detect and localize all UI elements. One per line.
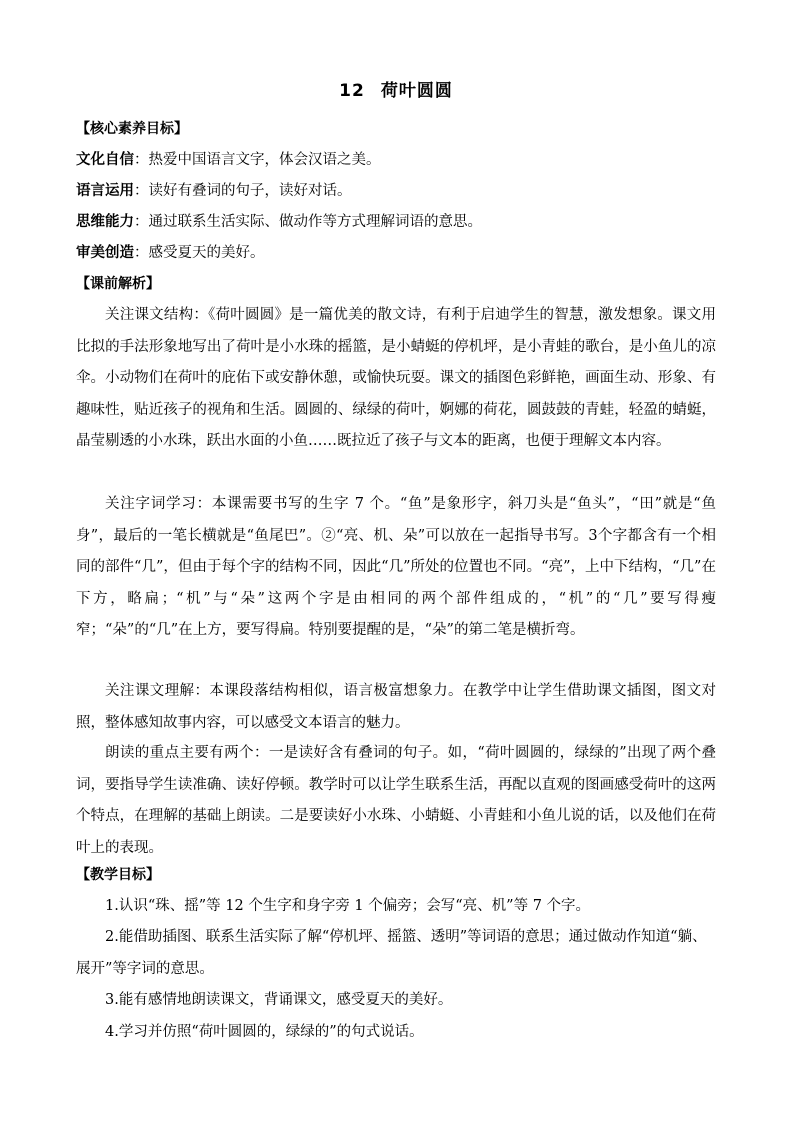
core-goal-text: ：感受夏天的美好。 (134, 245, 265, 261)
core-goal-culture (76, 150, 381, 170)
core-goal-text: ：读好有叠词的句子，读好对话。 (134, 183, 352, 199)
lesson-title (76, 76, 716, 101)
core-goal-label: 语言运用 (76, 183, 134, 199)
objective-item: 1.认识“珠、摇”等 12 个生字和身字旁 1 个偏旁；会写“亮、机”等 7 个字。 (105, 898, 591, 914)
analysis-paragraph-reading: 朗读的重点主要有两个：一是读好含有叠词的句子。如，“荷叶圆圆的，绿绿的”出现了两个叠词，要指导学生读准确、读好停顿。教学时可以让学生联系生活，再配以直观的图画感受荷叶的这两个特点，在理解的基础上朗读。二是要读好小水珠、小蜻蜓、小青蛙和小鱼儿说的话，以及他们在荷叶上的表现。 (76, 745, 716, 856)
lesson-title-text: 荷叶圆圆 (380, 81, 453, 101)
objective-item: 4.学习并仿照“荷叶圆圆的，绿绿的”的句式说话。 (105, 1024, 424, 1040)
analysis-paragraph-words: 关注字词学习：本课需要书写的生字 7 个。“鱼”是象形字，斜刀头是“鱼头”，“田”就是“鱼身”，最后的一笔长横就是“鱼尾巴”。②“亮、机、朵”可以放在一起指导书写。3个字都含有一个相同的部件“几”，但由于每个字的结构不同，因此“几”所处的位置也不同。“亮”，上中下结构，“几”在下方，略扁；“机”与“朵”这两个字是由相同的两个部件组成的，“机”的“几”要写得瘦窄；“朵”的“几”在上方，要写得扁。特别要提醒的是，“朵”的第二笔是横折弯。 (76, 496, 716, 638)
lesson-number: 12 (339, 81, 365, 101)
core-goals-heading: 【核心素养目标】 (76, 121, 188, 137)
core-goal-text: ：通过联系生活实际、做动作等方式理解词语的意思。 (134, 214, 482, 230)
core-goal-label: 文化自信 (76, 152, 134, 168)
core-goal-language (76, 181, 352, 201)
analysis-heading: 【课前解析】 (76, 276, 160, 292)
core-goal-text: ：热爱中国语言文字，体会汉语之美。 (134, 152, 381, 168)
objective-item: 2.能借助插图、联系生活实际了解“停机坪、摇篮、透明”等词语的意思；通过做动作知道“躺、展开”等字词的意思。 (76, 929, 707, 977)
core-goal-aesthetic (76, 243, 265, 263)
objective-item: 3.能有感情地朗读课文，背诵课文，感受夏天的美好。 (105, 992, 453, 1008)
core-goal-label: 审美创造 (76, 245, 134, 261)
core-goal-label: 思维能力 (76, 214, 134, 230)
analysis-paragraph-structure: 关注课文结构：《荷叶圆圆》是一篇优美的散文诗，有利于启迪学生的智慧，激发想象。课文用比拟的手法形象地写出了荷叶是小水珠的摇篮，是小蜻蜓的停机坪，是小青蛙的歌台，是小鱼儿的凉伞。小动物们在荷叶的庇佑下或安静休憩，或愉快玩耍。课文的插图色彩鲜艳，画面生动、形象、有趣味性，贴近孩子的视角和生活。圆圆的、绿绿的荷叶，婀娜的荷花，圆鼓鼓的青蛙，轻盈的蜻蜓，晶莹剔透的小水珠，跃出水面的小鱼……既拉近了孩子与文本的距离，也便于理解文本内容。 (76, 307, 716, 449)
objectives-heading: 【教学目标】 (76, 867, 160, 883)
core-goal-thinking (76, 212, 482, 232)
analysis-paragraph-understanding: 关注课文理解：本课段落结构相似，语言极富想象力。在教学中让学生借助课文插图，图文对照，整体感知故事内容，可以感受文本语言的魅力。 (76, 683, 716, 731)
